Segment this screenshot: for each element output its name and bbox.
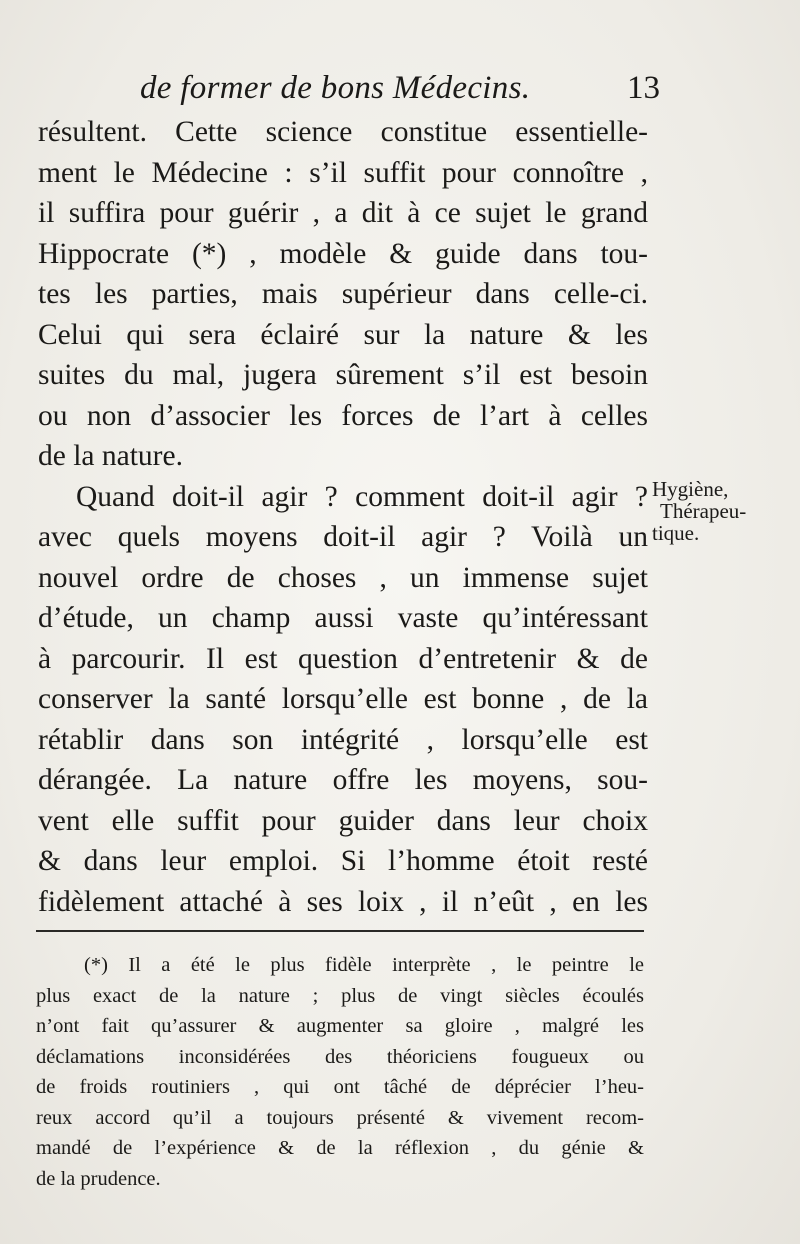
body-text xyxy=(38,112,648,922)
footnote-rule xyxy=(36,930,644,932)
text-line: résultent. Cette science constitue essentielle- xyxy=(38,116,648,148)
text-line: fidèlement attaché à ses loix , il n’eût , en les xyxy=(38,885,648,918)
text-line: suites du mal, jugera sûrement s’il est besoin xyxy=(38,359,648,391)
footnote-line: (*) Il a été le plus fidèle interprète , le peintre le xyxy=(84,954,644,976)
text-line: avec quels moyens doit-il agir ? Voilà un xyxy=(38,521,648,553)
footnote-line: plus exact de la nature ; plus de vingt siècles écoulés xyxy=(36,984,644,1007)
running-head: de former de bons Médecins. xyxy=(140,70,531,106)
margin-note-line: tique. xyxy=(652,521,700,545)
text-line: Celui qui sera éclairé sur la nature & les xyxy=(38,318,648,351)
text-line: à parcourir. Il est question d’entretenir & de xyxy=(38,642,648,675)
footnote-line: de froids routiniers , qui ont tâché de déprécier l’heu- xyxy=(36,1076,644,1098)
footnote xyxy=(36,950,644,1194)
text-line: vent elle suffit pour guider dans leur choix xyxy=(38,804,648,837)
text-line: rétablir dans son intégrité , lorsqu’elle est xyxy=(38,723,648,756)
page-number: 13 xyxy=(627,70,660,106)
page-header xyxy=(140,70,660,114)
footnote-line: reux accord qu’il a toujours présenté & vivement recom- xyxy=(36,1106,644,1129)
text-line: de la nature. xyxy=(38,440,183,472)
text-line: Hippocrate (*) , modèle & guide dans tou- xyxy=(38,237,648,270)
margin-note-line: Hygiène, xyxy=(652,477,729,501)
margin-note xyxy=(652,478,792,544)
footnote-line: de la prudence. xyxy=(36,1167,161,1190)
text-line: nouvel ordre de choses , un immense sujet xyxy=(38,561,648,594)
margin-note-line: Thérapeu- xyxy=(660,499,747,523)
footnote-line: n’ont fait qu’assurer & augmenter sa gloire , malgré les xyxy=(36,1015,644,1037)
text-line: dérangée. La nature offre les moyens, sou- xyxy=(38,764,648,796)
footnote-line: déclamations inconsidérées des théoriciens fougueux ou xyxy=(36,1045,644,1068)
text-line: ment le Médecine : s’il suffit pour connoître , xyxy=(38,156,648,189)
text-line: d’étude, un champ aussi vaste qu’intéressant xyxy=(38,602,648,634)
text-line: tes les parties, mais supérieur dans celle-ci. xyxy=(38,278,648,310)
paragraph-first-line: Quand doit-il agir ? comment doit-il agir ? xyxy=(76,480,648,513)
footnote-line: mandé de l’expérience & de la réflexion , du génie & xyxy=(36,1137,644,1159)
text-line: ou non d’associer les forces de l’art à celles xyxy=(38,399,648,432)
text-line: & dans leur emploi. Si l’homme étoit resté xyxy=(38,845,648,877)
text-line: il suffira pour guérir , a dit à ce sujet le grand xyxy=(38,197,648,229)
text-line: conserver la santé lorsqu’elle est bonne , de la xyxy=(38,683,648,715)
